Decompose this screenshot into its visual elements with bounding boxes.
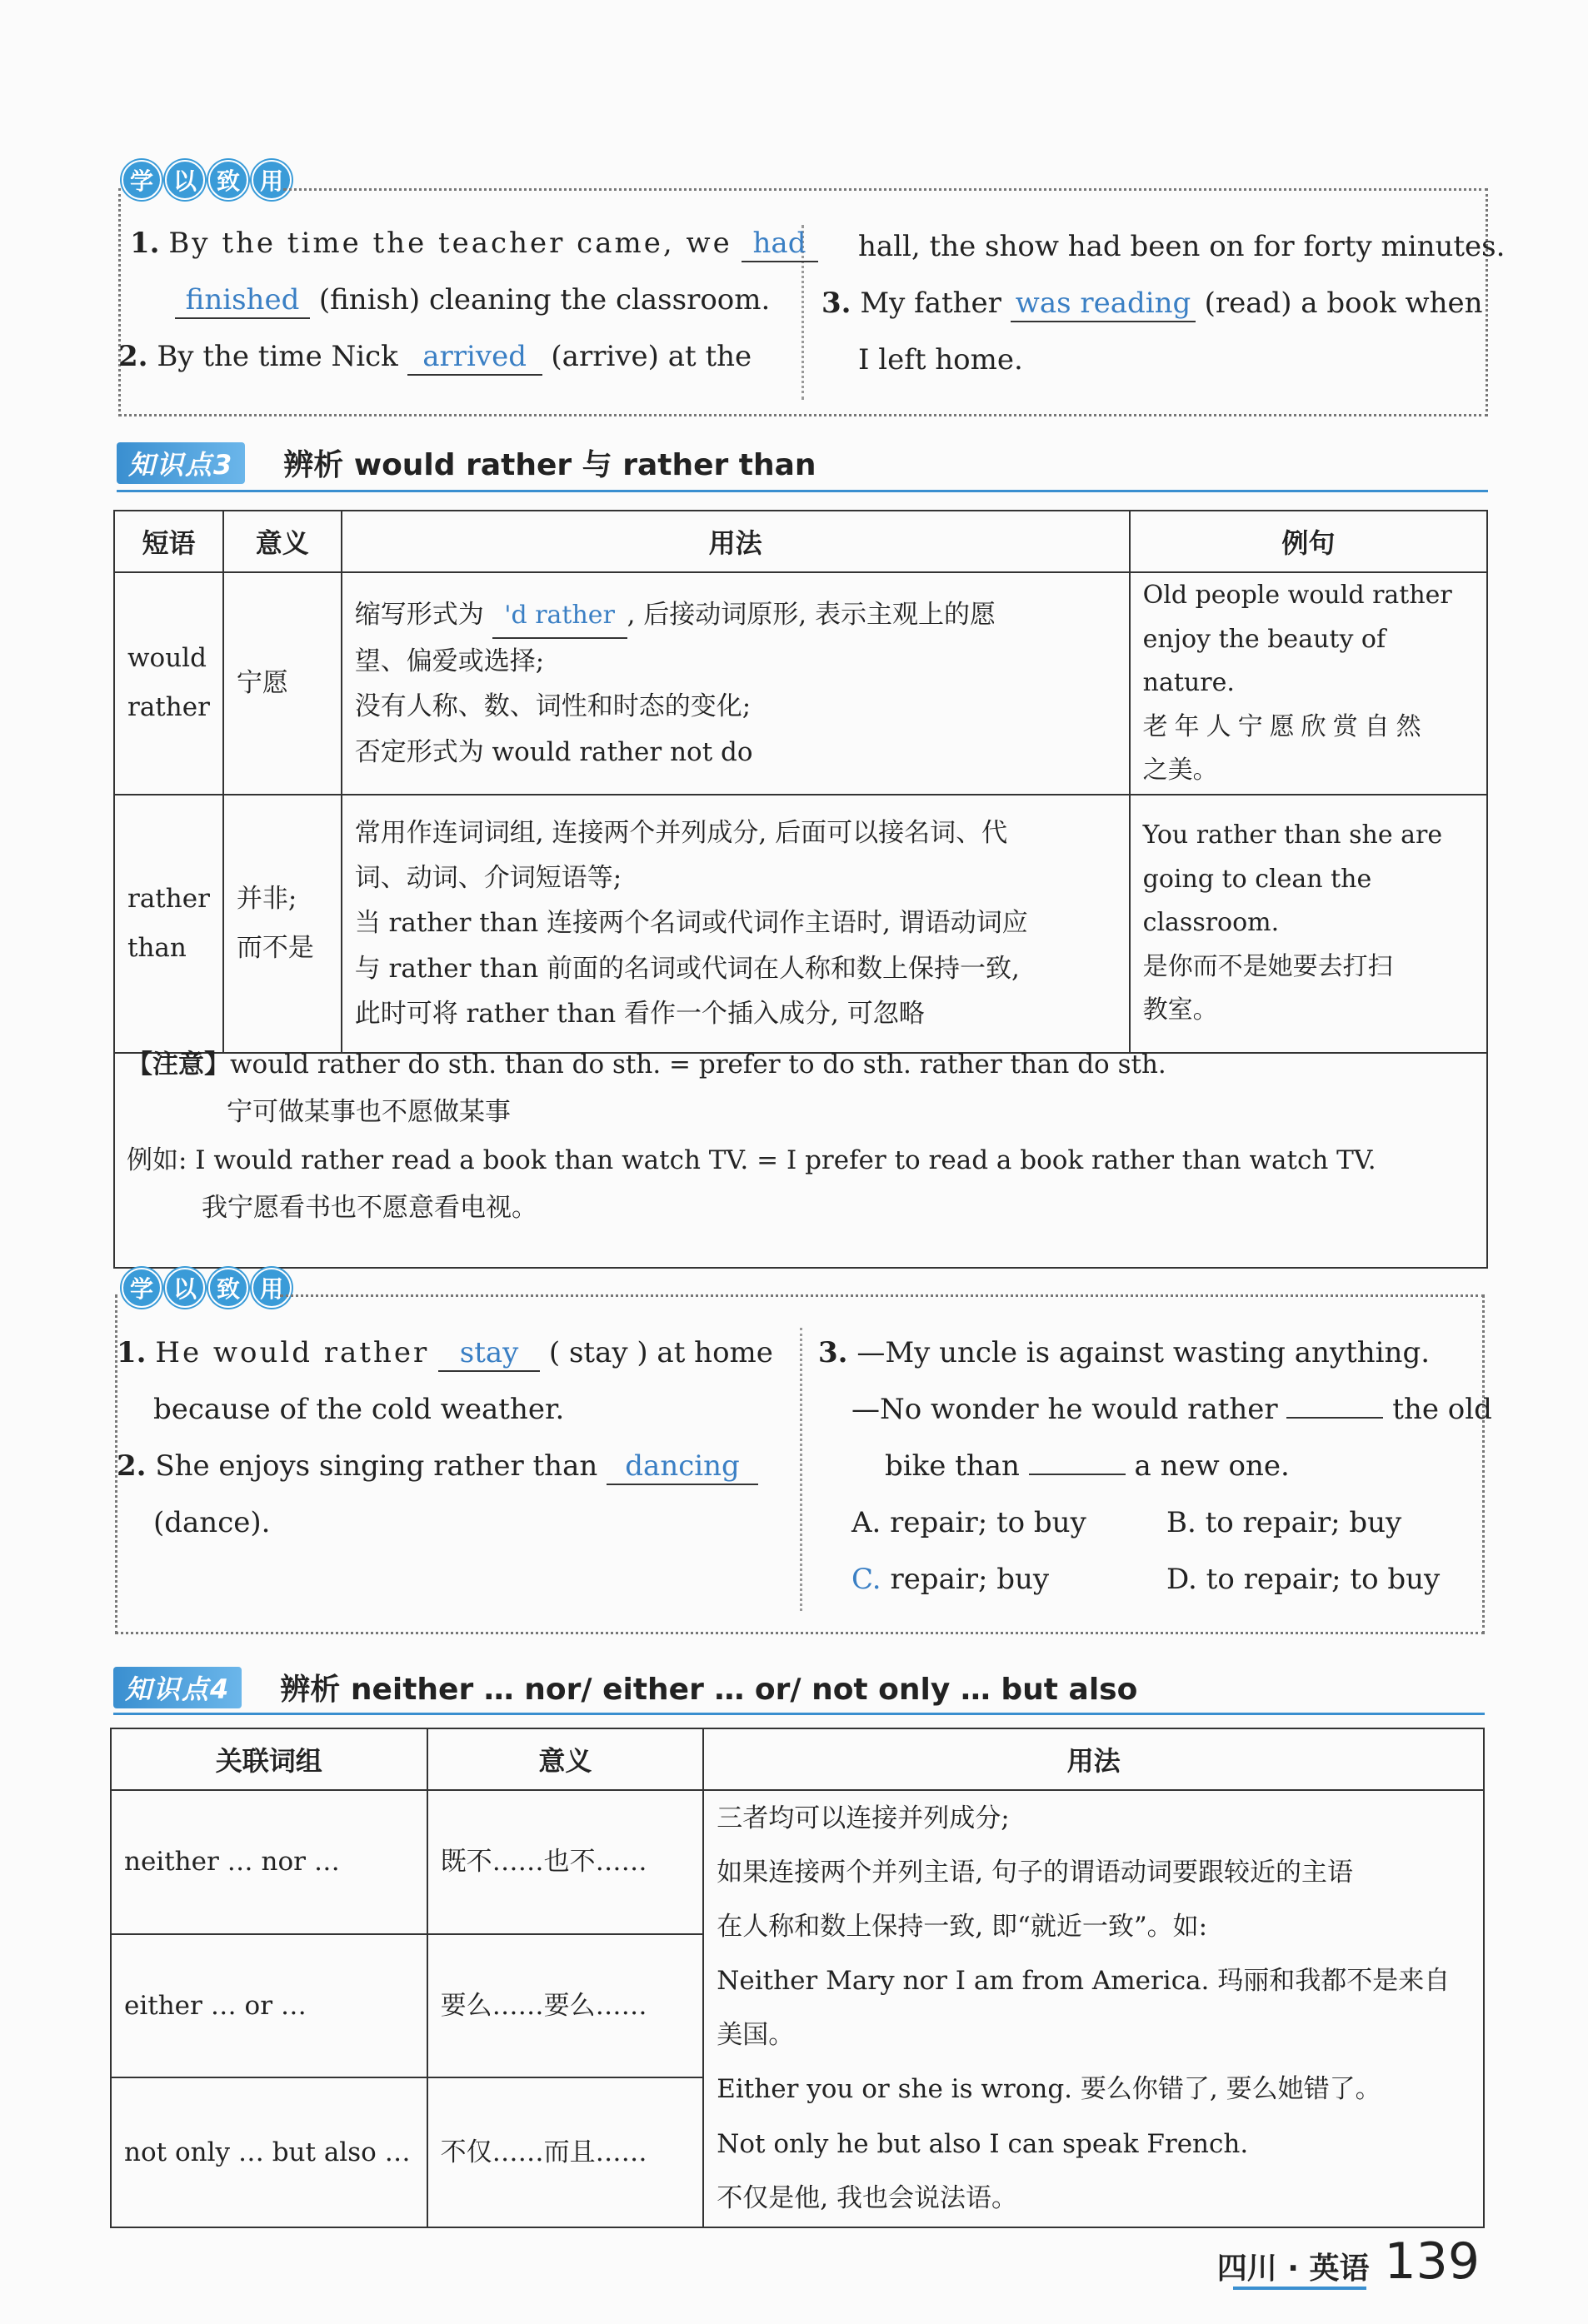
answer-blank[interactable]: 'd rather — [492, 594, 627, 640]
knowledge-tag: 知识点4 — [113, 1667, 242, 1708]
badge-char: 以 — [165, 1268, 205, 1308]
subject-label: 四川 · 英语 — [1216, 2252, 1370, 2286]
header-underline — [117, 490, 1488, 492]
question-3-line2 — [851, 1393, 1492, 1427]
question-1 — [130, 227, 818, 262]
col-header: 关联词组 — [111, 1728, 427, 1790]
usage-text: 词、动词、介词短语等; — [354, 863, 622, 894]
badge-char: 学 — [122, 1268, 162, 1308]
knowledge-tag: 知识点3 — [117, 442, 245, 484]
option-a[interactable] — [851, 1506, 1086, 1540]
question-text: I left home. — [858, 343, 1023, 377]
meaning: 不仅……而且…… — [440, 2137, 647, 2167]
knowledge-point-4-header — [113, 1666, 1137, 1708]
option-text: D. to repair; to buy — [1166, 1563, 1441, 1596]
question-text: hall, the show had been on for forty minutes. — [858, 230, 1506, 263]
section-title: 辨析 neither … nor/ either … or/ not only … but also — [280, 1673, 1138, 1707]
note-example: 我宁愿看书也不愿意看电视。 — [202, 1193, 537, 1224]
phrase: rather — [127, 692, 210, 723]
table-row — [114, 572, 1487, 795]
question-text: —No wonder he would rather — [851, 1393, 1278, 1426]
badge-char: 学 — [122, 160, 162, 200]
usage-text: 缩写形式为 — [354, 599, 484, 630]
col-header: 用法 — [703, 1728, 1484, 1790]
question-text: (finish) cleaning the classroom. — [318, 283, 771, 317]
option-letter: C. — [851, 1563, 881, 1596]
blank[interactable] — [1029, 1474, 1126, 1475]
badge-char: 致 — [208, 1268, 248, 1308]
question-text: My father — [860, 287, 1001, 320]
answer-blank[interactable]: arrived — [407, 340, 542, 376]
option-b[interactable] — [1166, 1506, 1401, 1540]
col-header: 例句 — [1130, 511, 1487, 572]
example-text: 老年人宁愿欣赏自然 — [1142, 711, 1428, 741]
question-text: a new one. — [1134, 1449, 1290, 1483]
practice-box-2-top — [280, 1294, 1485, 1297]
phrase: not only … but also … — [124, 2137, 411, 2167]
usage-text: Either you or she is wrong. 要么你错了, 要么她错了。 — [717, 2074, 1381, 2105]
phrase: than — [127, 932, 187, 963]
answer-blank[interactable]: stay — [438, 1336, 540, 1372]
question-text: because of the cold weather. — [153, 1393, 565, 1426]
question-text: the old — [1392, 1393, 1492, 1426]
question-3 — [821, 287, 1483, 322]
answer-blank[interactable]: dancing — [607, 1449, 758, 1485]
badge-char: 用 — [252, 160, 292, 200]
knowledge-point-3-header — [117, 441, 816, 484]
meaning: 宁愿 — [236, 668, 288, 699]
usage-text: Neither Mary nor I am from America. 玛丽和我都不是来自美国。 — [717, 1966, 1451, 2051]
usage-text: 没有人称、数、词性和时态的变化; — [354, 691, 752, 722]
note-example: 例如: I would rather read a book than watch TV. = I prefer to read a book rather than watch TV. — [127, 1145, 1376, 1175]
answer-blank[interactable]: was reading — [1011, 287, 1196, 322]
table-row — [114, 795, 1487, 1053]
phrase: neither … nor … — [124, 1847, 340, 1878]
example-text: going to clean the classroom. — [1142, 864, 1372, 938]
option-c[interactable] — [851, 1563, 1049, 1597]
usage-text: 三者均可以连接并列成分; — [717, 1803, 1010, 1833]
phrase: either … or … — [124, 1990, 307, 2021]
question-2-cont — [858, 230, 1505, 264]
meaning: 而不是 — [236, 932, 314, 963]
usage-text: 常用作连词词组, 连接两个并列成分, 后面可以接名词、代 — [354, 817, 1008, 848]
meaning: 既不……也不…… — [440, 1847, 647, 1878]
example-text: enjoy the beauty of nature. — [1142, 624, 1386, 697]
usage-text: 否定形式为 would rather not do — [354, 736, 753, 767]
section-title: 辨析 would rather 与 rather than — [283, 448, 816, 482]
note-block — [127, 1041, 1376, 1232]
col-header: 意义 — [223, 511, 342, 572]
badge-char: 以 — [165, 160, 205, 200]
question-2-cont — [153, 1506, 270, 1540]
blank[interactable] — [1286, 1417, 1383, 1419]
meaning: 要么……要么…… — [440, 1990, 647, 2021]
column-divider — [800, 1328, 802, 1611]
question-1 — [117, 1336, 773, 1372]
question-text: She enjoys singing rather than — [155, 1449, 598, 1483]
example-text: Old people would rather — [1142, 581, 1452, 610]
usage-text: 在人称和数上保持一致, 即“就近一致”。如: — [717, 1912, 1208, 1942]
question-text: (read) a book when — [1204, 287, 1483, 320]
phrase: rather — [127, 883, 210, 914]
note-text: would rather do sth. than do sth. = prefer to do sth. rather than do sth. — [230, 1050, 1166, 1080]
col-header: 用法 — [342, 511, 1130, 572]
question-text: He would rather — [155, 1336, 430, 1369]
question-1-cont — [175, 283, 770, 319]
meaning: 并非; — [236, 883, 297, 914]
option-d[interactable] — [1166, 1563, 1440, 1597]
question-number: 3. — [821, 287, 851, 320]
footer-underline — [1233, 2287, 1366, 2290]
badge-char: 用 — [252, 1268, 292, 1308]
table-row — [111, 1790, 1484, 1934]
question-text: By the time the teacher came, we — [168, 227, 732, 260]
example-text: 之美。 — [1142, 756, 1218, 785]
question-text: —My uncle is against wasting anything. — [856, 1336, 1431, 1369]
phrase: would — [127, 643, 207, 674]
usage-text: 当 rather than 连接两个名词或代词作主语时, 谓语动词应 — [354, 908, 1028, 939]
question-text: (dance). — [153, 1506, 271, 1539]
question-3 — [818, 1336, 1430, 1370]
example-text: 是你而不是她要去打扫 — [1142, 951, 1393, 981]
option-text: repair; buy — [890, 1563, 1050, 1596]
practice-box-1-top — [283, 188, 1488, 191]
question-text: By the time Nick — [157, 340, 398, 373]
usage-text: 此时可将 rather than 看作一个插入成分, 可忽略 — [354, 998, 925, 1029]
question-3-cont — [858, 343, 1023, 377]
col-header: 短语 — [114, 511, 223, 572]
usage-text: 与 rather than 前面的名词或代词在人称和数上保持一致, — [354, 953, 1020, 984]
usage-text: 如果连接两个并列主语, 句子的谓语动词要跟较近的主语 — [717, 1858, 1353, 1888]
note-text: 宁可做某事也不愿做某事 — [227, 1097, 511, 1128]
option-text: A. repair; to buy — [851, 1506, 1086, 1539]
answer-blank[interactable]: finished — [175, 283, 310, 319]
answer-blank[interactable]: had — [742, 227, 818, 262]
header-underline — [113, 1713, 1485, 1715]
correlative-table — [110, 1728, 1485, 2228]
page-number: 139 — [1384, 2232, 1480, 2291]
badge-char: 致 — [208, 160, 248, 200]
question-1-cont — [153, 1393, 564, 1427]
example-text: 教室。 — [1142, 995, 1218, 1025]
question-text: bike than — [885, 1449, 1020, 1483]
usage-text: 不仅是他, 我也会说法语。 — [717, 2182, 1017, 2213]
usage-text: , 后接动词原形, 表示主观上的愿 — [627, 599, 996, 630]
col-header: 意义 — [427, 1728, 704, 1790]
question-2 — [117, 1449, 758, 1485]
question-3-line3 — [885, 1449, 1290, 1484]
usage-text: 望、偏爱或选择; — [354, 646, 545, 677]
question-number: 2. — [118, 340, 148, 373]
question-number: 2. — [117, 1449, 147, 1483]
question-number: 1. — [117, 1336, 147, 1369]
question-text: (arrive) at the — [551, 340, 752, 373]
usage-text: Not only he but also I can speak French. — [717, 2128, 1249, 2159]
question-number: 3. — [818, 1336, 848, 1369]
note-label: 【注意】 — [127, 1050, 230, 1080]
question-number: 1. — [130, 227, 160, 260]
option-text: B. to repair; buy — [1166, 1506, 1402, 1539]
page-footer — [1217, 2232, 1480, 2291]
question-2 — [118, 340, 752, 376]
example-text: You rather than she are — [1142, 820, 1443, 850]
question-text: ( stay ) at home — [548, 1336, 773, 1369]
